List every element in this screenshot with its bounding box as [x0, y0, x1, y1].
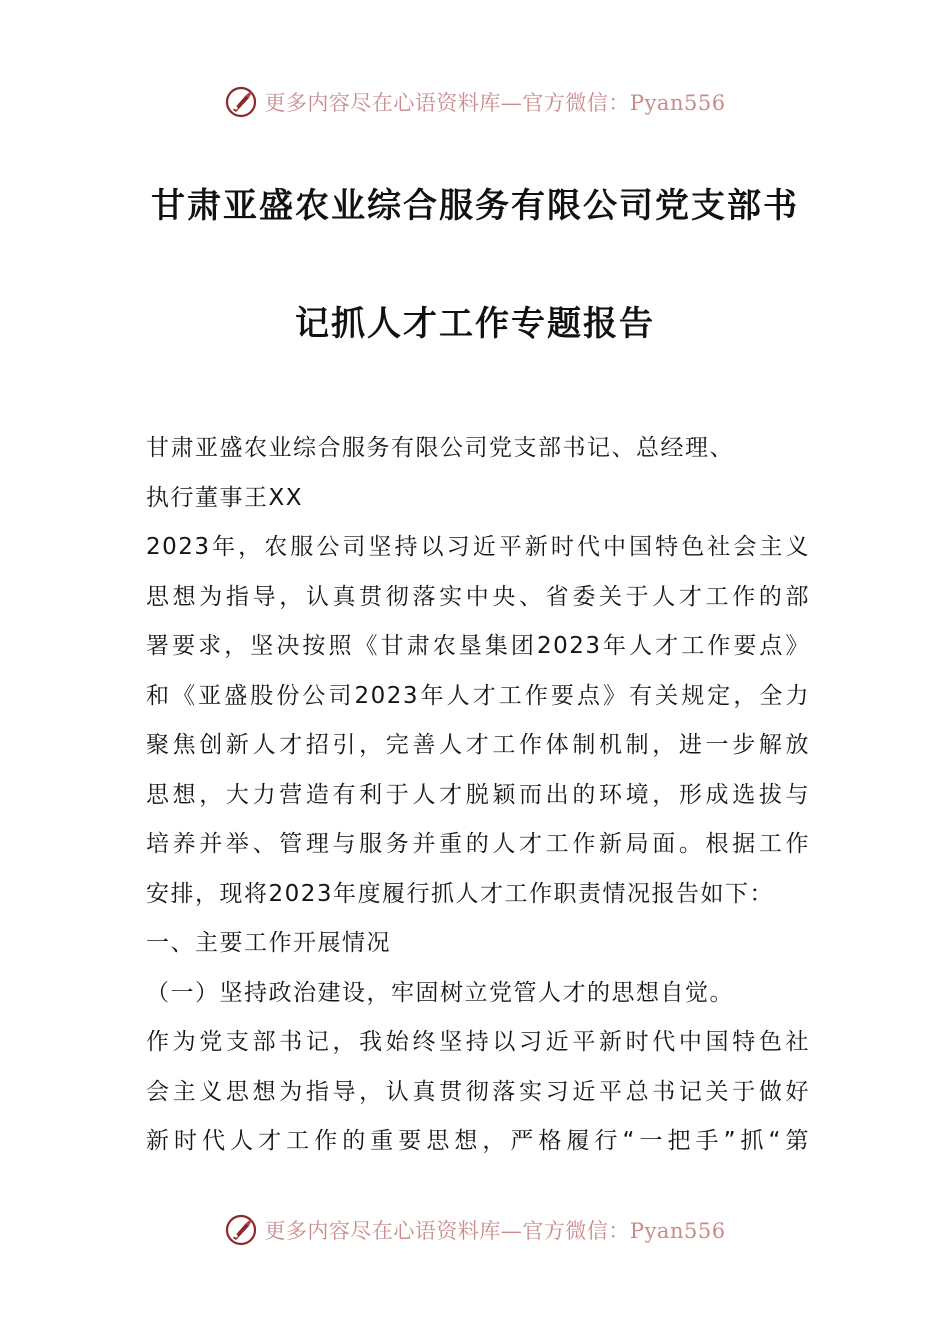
author-line: 执行董事王XX	[146, 484, 304, 511]
paragraph-line: 安排，现将2023年度履行抓人才工作职责情况报告如下：	[146, 880, 775, 907]
paragraph-line: 思想，大力营造有利于人才脱颖而出的环境，形成选拔与	[146, 781, 810, 808]
paragraph-line: 作为党支部书记，我始终坚持以习近平新时代中国特色社	[146, 1029, 810, 1055]
paragraph-line: 会主义思想为指导，认真贯彻落实习近平总书记关于做好	[146, 1078, 810, 1105]
author-line: 甘肃亚盛农业综合服务有限公司党支部书记、总经理、	[146, 435, 734, 461]
paragraph-line: 思想为指导，认真贯彻落实中央、省委关于人才工作的部	[146, 583, 810, 610]
pen-nib-logo-icon	[224, 1213, 258, 1247]
paragraph-line: 2023年，农服公司坚持以习近平新时代中国特色社会主义	[146, 534, 810, 560]
header-banner	[0, 80, 950, 124]
subsection-heading: （一）坚持政治建设，牢固树立党管人才的思想自觉。	[146, 979, 734, 1006]
footer-banner	[0, 1208, 950, 1252]
paragraph-line: 培养并举、管理与服务并重的人才工作新局面。根据工作	[146, 831, 810, 857]
banner-text: 更多内容尽在心语资料库—官方微信：Pyan556	[264, 91, 726, 115]
pen-nib-logo-icon	[224, 85, 258, 119]
paragraph-line: 聚焦创新人才招引，完善人才工作体制机制，进一步解放	[146, 732, 810, 758]
paragraph-line: 新时代人才工作的重要思想，严格履行“一把手”抓“第	[146, 1128, 810, 1154]
paragraph-line: 署要求，坚决按照《甘肃农垦集团2023年人才工作要点》	[146, 633, 810, 659]
document-title-line-1: 甘肃亚盛农业综合服务有限公司党支部书	[151, 186, 799, 226]
paragraph-line: 和《亚盛股份公司2023年人才工作要点》有关规定，全力	[146, 682, 810, 709]
banner-text: 更多内容尽在心语资料库—官方微信：Pyan556	[264, 1219, 726, 1243]
document-body	[146, 424, 810, 1167]
section-heading: 一、主要工作开展情况	[146, 930, 391, 956]
document-title-line-2: 记抓人才工作专题报告	[295, 304, 655, 344]
